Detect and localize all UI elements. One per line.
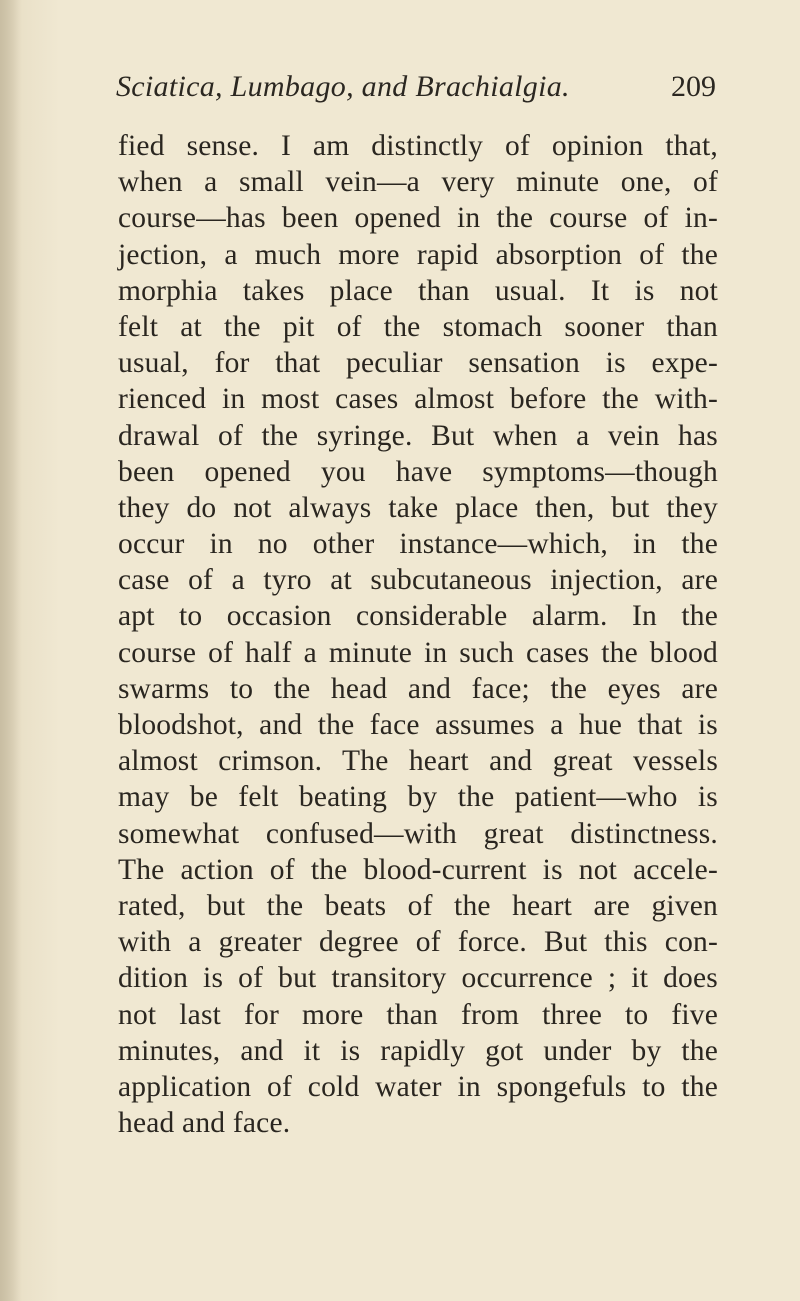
text-line: fied sense. I am distinctly of opinion that, [118,130,718,162]
gutter-shadow [0,0,22,1301]
text-line: application of cold water in spongefuls to the [118,1070,718,1103]
text-line: swarms to the head and face; the eyes are [118,672,718,705]
text-line: jection, a much more rapid absorption of the [118,238,718,271]
text-line: they do not always take place then, but they [118,491,718,524]
text-line: head and face. [118,1107,291,1140]
text-line: minutes, and it is rapidly got under by the [118,1034,718,1067]
page-number: 209 [671,70,716,103]
text-line: when a small vein—a very minute one, of [118,166,718,199]
running-title: Sciatica, Lumbago, and Brachialgia. [116,70,570,103]
running-head [116,70,716,110]
text-line: felt at the pit of the stomach sooner than [118,310,718,343]
text-line: course of half a minute in such cases the blood [118,636,718,669]
text-line: morphia takes place than usual. It is not [118,274,718,307]
text-line: not last for more than from three to five [118,998,718,1031]
text-line: bloodshot, and the face assumes a hue that is [118,709,718,741]
text-line: apt to occasion considerable alarm. In the [118,600,718,633]
body-paragraph [118,128,718,1141]
text-line: usual, for that peculiar sensation is expe- [118,347,718,380]
text-line: almost crimson. The heart and great vessels [118,745,718,778]
text-line: course—has been opened in the course of in- [118,202,718,235]
text-line: rienced in most cases almost before the with- [118,383,718,416]
text-line: rated, but the beats of the heart are given [118,889,718,922]
text-line: with a greater degree of force. But this con- [118,926,718,959]
text-line: may be felt beating by the patient—who is [118,781,718,814]
text-line: The action of the blood-current is not accele- [118,853,718,886]
text-line: somewhat confused—with great distinctness. [118,817,718,850]
text-line: occur in no other instance—which, in the [118,528,718,561]
text-line: case of a tyro at subcutaneous injection, are [118,564,718,597]
text-line: drawal of the syringe. But when a vein has [118,419,718,452]
text-line: been opened you have symptoms—though [118,455,718,488]
text-line: dition is of but transitory occurrence ; it does [118,962,718,995]
